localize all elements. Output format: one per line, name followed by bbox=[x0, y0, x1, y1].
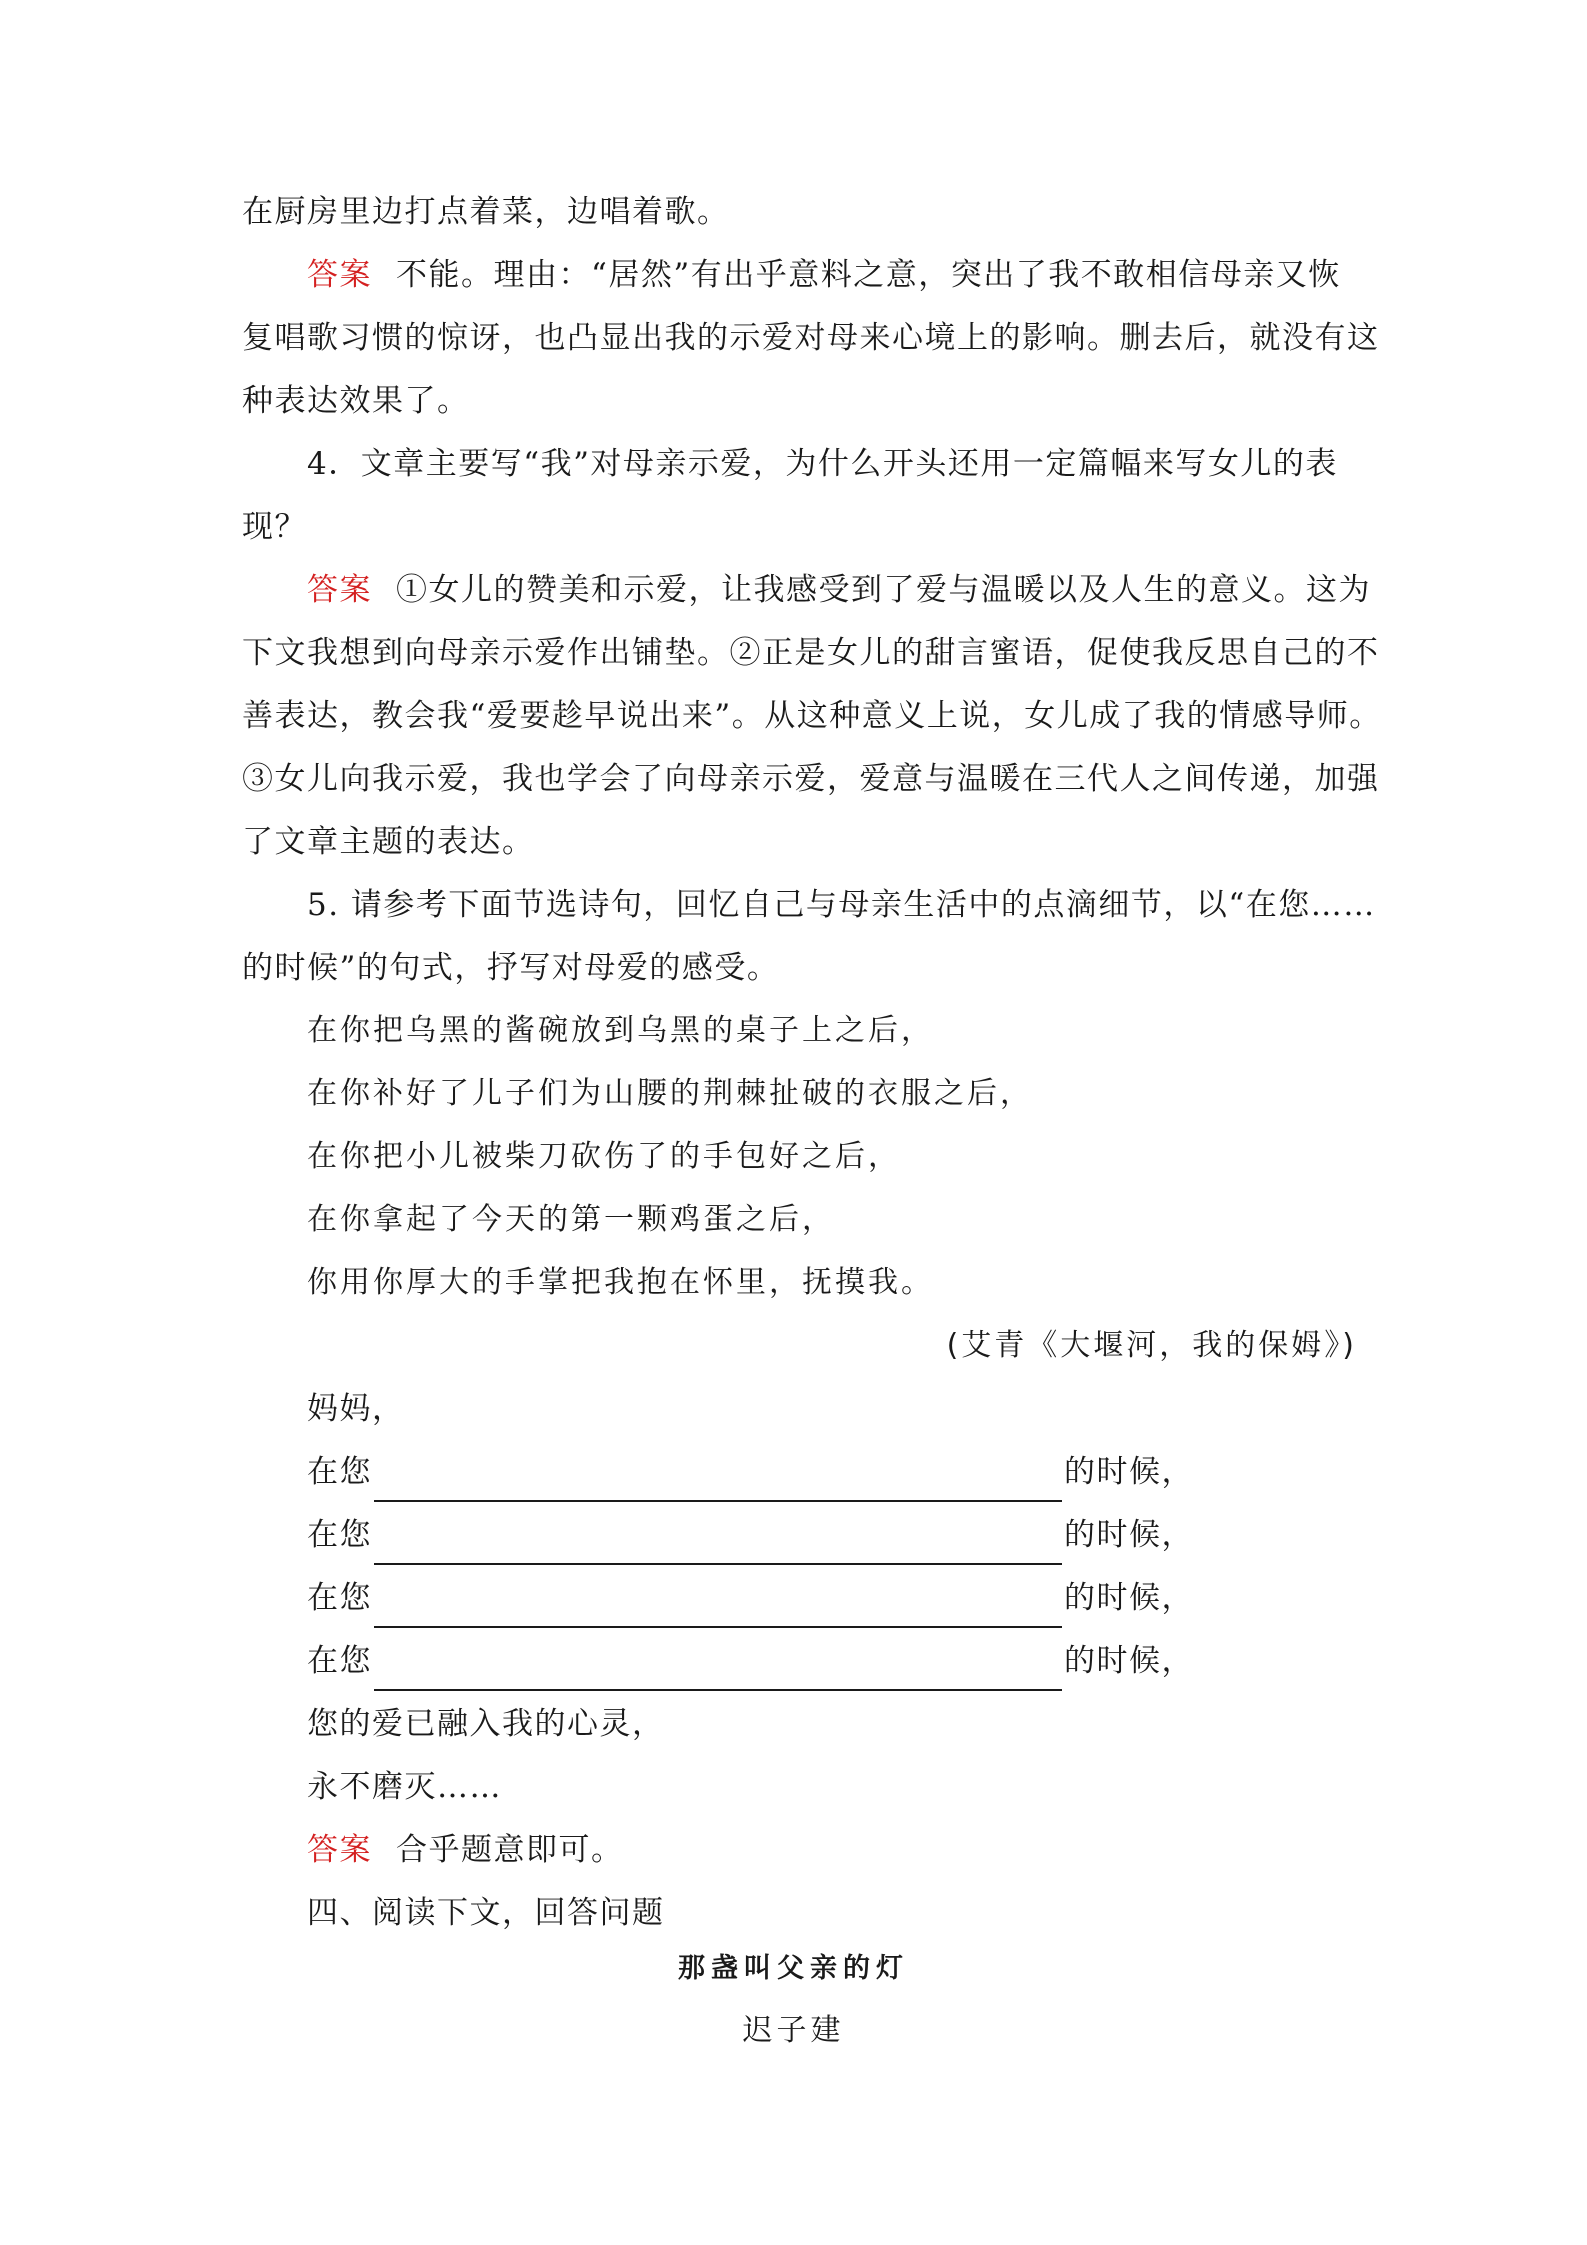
text-line: 复唱歌习惯的惊讶，也凸显出我的示爱对母来心境上的影响。删去后，就没有这 bbox=[242, 320, 1380, 356]
fill-line bbox=[307, 1505, 1357, 1565]
answer-text: 合乎题意即可。 bbox=[396, 1832, 624, 1868]
fill-line bbox=[307, 1631, 1357, 1691]
fill-line bbox=[307, 1568, 1357, 1628]
answer-label: 答案 bbox=[307, 257, 372, 293]
text-line: ③女儿向我示爱，我也学会了向母亲示爱，爱意与温暖在三代人之间传递，加强 bbox=[242, 761, 1380, 797]
poem-line: 在你拿起了今天的第一颗鸡蛋之后， bbox=[307, 1202, 835, 1237]
text-line: 的时候”的句式，抒写对母爱的感受。 bbox=[242, 950, 780, 986]
answer-label: 答案 bbox=[307, 572, 372, 608]
question-5: 5. 请参考下面节选诗句，回忆自己与母亲生活中的点滴细节，以“在您…… bbox=[307, 887, 1376, 923]
fill-greeting: 妈妈， bbox=[307, 1391, 405, 1427]
fill-prefix: 在您 bbox=[307, 1643, 372, 1679]
q5-answer-line bbox=[307, 1820, 1357, 1880]
fill-prefix: 在您 bbox=[307, 1580, 372, 1616]
answer-label: 答案 bbox=[307, 1832, 372, 1868]
fill-closing: 您的爱已融入我的心灵， bbox=[307, 1706, 665, 1742]
text-line: 善表达，教会我“爱要趁早说出来”。从这种意义上说，女儿成了我的情感导师。 bbox=[242, 698, 1382, 734]
poem-line: 在你补好了儿子们为山腰的荆棘扯破的衣服之后， bbox=[307, 1076, 1033, 1111]
poem-source: (艾青《大堰河，我的保姆》) bbox=[946, 1328, 1357, 1363]
fill-line bbox=[307, 1442, 1357, 1502]
text-line: 种表达效果了。 bbox=[242, 383, 470, 419]
article-author: 迟子建 bbox=[742, 2013, 845, 2048]
fill-prefix: 在您 bbox=[307, 1454, 372, 1490]
question-4: 4．文章主要写“我”对母亲示爱，为什么开头还用一定篇幅来写女儿的表 bbox=[307, 446, 1338, 482]
blank-field[interactable] bbox=[374, 1592, 1062, 1628]
q4-answer-line bbox=[307, 560, 1371, 620]
poem-line: 在你把乌黑的酱碗放到乌黑的桌子上之后， bbox=[307, 1013, 934, 1048]
poem-line: 你用你厚大的手掌把我抱在怀里，抚摸我。 bbox=[307, 1265, 934, 1300]
section-heading: 四、阅读下文，回答问题 bbox=[307, 1895, 665, 1931]
q3-answer-line bbox=[307, 245, 1357, 305]
text-line: 现？ bbox=[242, 509, 307, 545]
answer-text: ①女儿的赞美和示爱，让我感受到了爱与温暖以及人生的意义。这为 bbox=[396, 572, 1371, 608]
poem-line: 在你把小儿被柴刀砍伤了的手包好之后， bbox=[307, 1139, 901, 1174]
fill-suffix: 的时候， bbox=[1064, 1580, 1194, 1616]
answer-text: 不能。理由：“居然”有出乎意料之意，突出了我不敢相信母亲又恢 bbox=[396, 257, 1341, 293]
blank-field[interactable] bbox=[374, 1529, 1062, 1565]
fill-suffix: 的时候， bbox=[1064, 1454, 1194, 1490]
text-line: 在厨房里边打点着菜，边唱着歌。 bbox=[242, 194, 730, 230]
fill-suffix: 的时候， bbox=[1064, 1643, 1194, 1679]
text-line: 了文章主题的表达。 bbox=[242, 824, 535, 860]
fill-suffix: 的时候， bbox=[1064, 1517, 1194, 1553]
article-title: 那盏叫父亲的灯 bbox=[678, 1953, 909, 1984]
text-line: 下文我想到向母亲示爱作出铺垫。②正是女儿的甜言蜜语，促使我反思自己的不 bbox=[242, 635, 1380, 671]
blank-field[interactable] bbox=[374, 1466, 1062, 1502]
fill-closing: 永不磨灭…… bbox=[307, 1769, 502, 1805]
blank-field[interactable] bbox=[374, 1655, 1062, 1691]
fill-prefix: 在您 bbox=[307, 1517, 372, 1553]
